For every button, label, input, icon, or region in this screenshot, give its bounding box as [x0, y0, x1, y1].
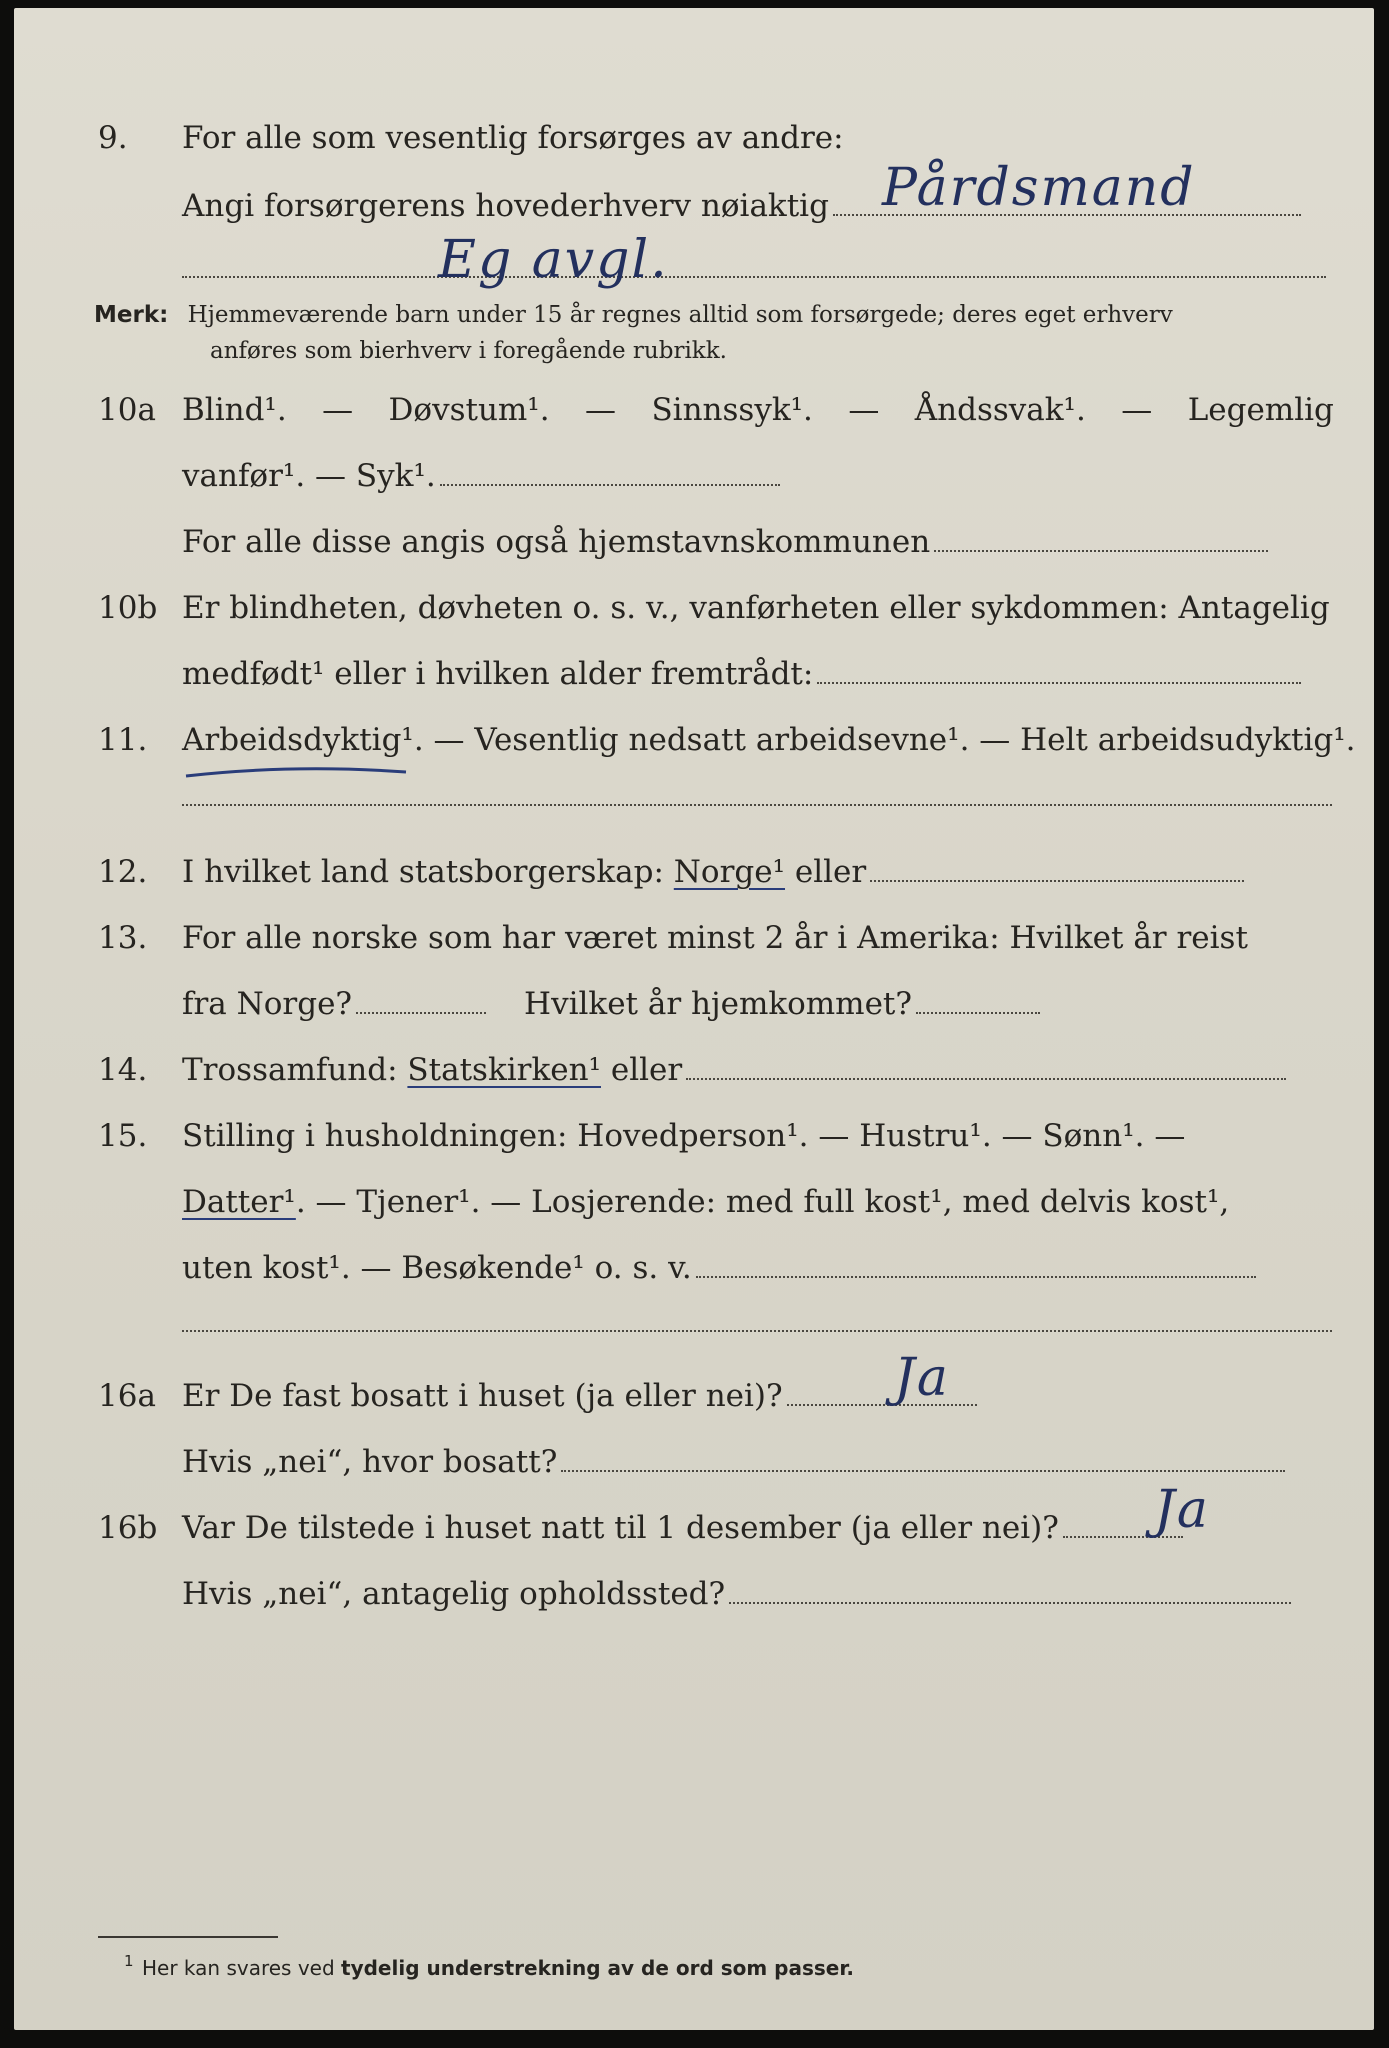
question-text: Angi forsørgerens hovederhverv nøiaktig	[182, 188, 829, 224]
handwritten-answer: Pårdsmand	[882, 158, 1196, 218]
question-text: I hvilket land statsborgerskap:	[182, 854, 674, 890]
question-12	[14, 850, 1374, 894]
question-text: eller	[601, 1052, 683, 1088]
question-text: For alle som vesentlig forsørges av andre:	[182, 120, 844, 156]
option-list: Blind¹. — Døvstum¹. — Sinnssyk¹. — Åndssvak¹. — Legemlig	[182, 392, 1334, 428]
handwritten-answer: Ja	[1154, 1480, 1210, 1540]
question-9-line1	[14, 116, 1374, 160]
selected-option: Statskirken¹	[407, 1052, 601, 1088]
question-10a-line1	[14, 388, 1374, 432]
question-text: — Vesentlig nedsatt arbeidsevne¹. — Helt arbeidsudyktig¹.	[423, 722, 1356, 758]
question-text: Er De fast bosatt i huset (ja eller nei)?	[182, 1378, 783, 1414]
question-text: For alle disse angis også hjemstavnskommunen	[182, 524, 931, 560]
footnote	[124, 1952, 854, 1980]
answer-leader	[440, 484, 780, 486]
census-form-page	[14, 8, 1374, 2030]
selected-option: Datter¹	[182, 1184, 296, 1220]
answer-leader	[729, 1602, 1291, 1604]
question-15-line3	[14, 1246, 1374, 1290]
question-text: vanfør¹. — Syk¹.	[182, 458, 436, 494]
question-number: 15.	[98, 1118, 148, 1154]
answer-leader	[686, 1078, 1286, 1080]
question-text: Var De tilstede i huset natt til 1 desember (ja eller nei)?	[182, 1510, 1059, 1546]
footnote-mark: 1	[124, 1952, 134, 1970]
footnote-emphasis: tydelig understrekning av de ord som passer.	[341, 1956, 854, 1980]
question-text: Stilling i husholdningen: Hovedperson¹. — Hustru¹. — Sønn¹. —	[182, 1118, 1186, 1154]
question-text: Trossamfund:	[182, 1052, 408, 1088]
question-11	[14, 718, 1374, 762]
selected-option: Arbeidsdyktig¹.	[182, 722, 424, 758]
answer-leader	[696, 1276, 1256, 1278]
question-16a-line1	[14, 1374, 1374, 1418]
underline-mark	[182, 762, 412, 782]
question-text: For alle norske som har været minst 2 år i Amerika: Hvilket år reist	[182, 920, 1248, 956]
footnote-rule	[98, 1936, 278, 1938]
answer-leader	[817, 682, 1301, 684]
question-text: Hvis „nei“, antagelig opholdssted?	[182, 1576, 726, 1612]
handwritten-answer: Eg avgl.	[438, 230, 669, 290]
answer-leader	[870, 880, 1244, 882]
question-number: 12.	[98, 854, 148, 890]
question-15-line2	[14, 1180, 1374, 1224]
question-16a-line2	[14, 1440, 1374, 1484]
note-merk-line2	[14, 334, 1374, 378]
answer-leader	[561, 1470, 1285, 1472]
question-10b-line1	[14, 586, 1374, 630]
question-10b-line2	[14, 652, 1374, 696]
question-number: 10b	[98, 590, 158, 626]
question-16b-line2	[14, 1572, 1374, 1616]
question-15-line1	[14, 1114, 1374, 1158]
question-10a-line3	[14, 520, 1374, 564]
question-text: medfødt¹ eller i hvilken alder fremtrådt:	[182, 656, 814, 692]
note-text: Hjemmeværende barn under 15 år regnes alltid som forsørgede; deres eget erhverv	[187, 302, 1173, 328]
question-text: Er blindheten, døvheten o. s. v., vanførheten eller sykdommen: Antagelig	[182, 590, 1330, 626]
note-label: Merk:	[94, 302, 169, 328]
question-10a-line2	[14, 454, 1374, 498]
selected-option: Norge¹	[673, 854, 786, 890]
question-number: 11.	[98, 722, 148, 758]
question-14	[14, 1048, 1374, 1092]
question-text: Hvis „nei“, hvor bosatt?	[182, 1444, 558, 1480]
question-number: 16b	[98, 1510, 158, 1546]
question-number: 16a	[98, 1378, 156, 1414]
answer-leader	[916, 1012, 1040, 1014]
answer-line	[182, 804, 1332, 806]
question-text: uten kost¹. — Besøkende¹ o. s. v.	[182, 1250, 692, 1286]
question-text: Hvilket år hjemkommet?	[524, 986, 913, 1022]
question-13-line1	[14, 916, 1374, 960]
note-text: anføres som bierhverv i foregående rubrikk.	[210, 338, 727, 364]
answer-line	[182, 276, 1326, 278]
footnote-text: Her kan svares ved	[142, 1956, 342, 1980]
question-13-line2	[14, 982, 1374, 1026]
answer-leader	[356, 1012, 486, 1014]
question-number: 14.	[98, 1052, 148, 1088]
question-number: 13.	[98, 920, 148, 956]
question-text: eller	[785, 854, 867, 890]
question-text: . — Tjener¹. — Losjerende: med full kost¹, med delvis kost¹,	[295, 1184, 1230, 1220]
handwritten-answer: Ja	[894, 1348, 950, 1408]
question-number: 9.	[98, 120, 128, 156]
question-number: 10a	[98, 392, 156, 428]
answer-line	[182, 1330, 1332, 1332]
answer-leader	[934, 550, 1268, 552]
question-text: fra Norge?	[182, 986, 353, 1022]
